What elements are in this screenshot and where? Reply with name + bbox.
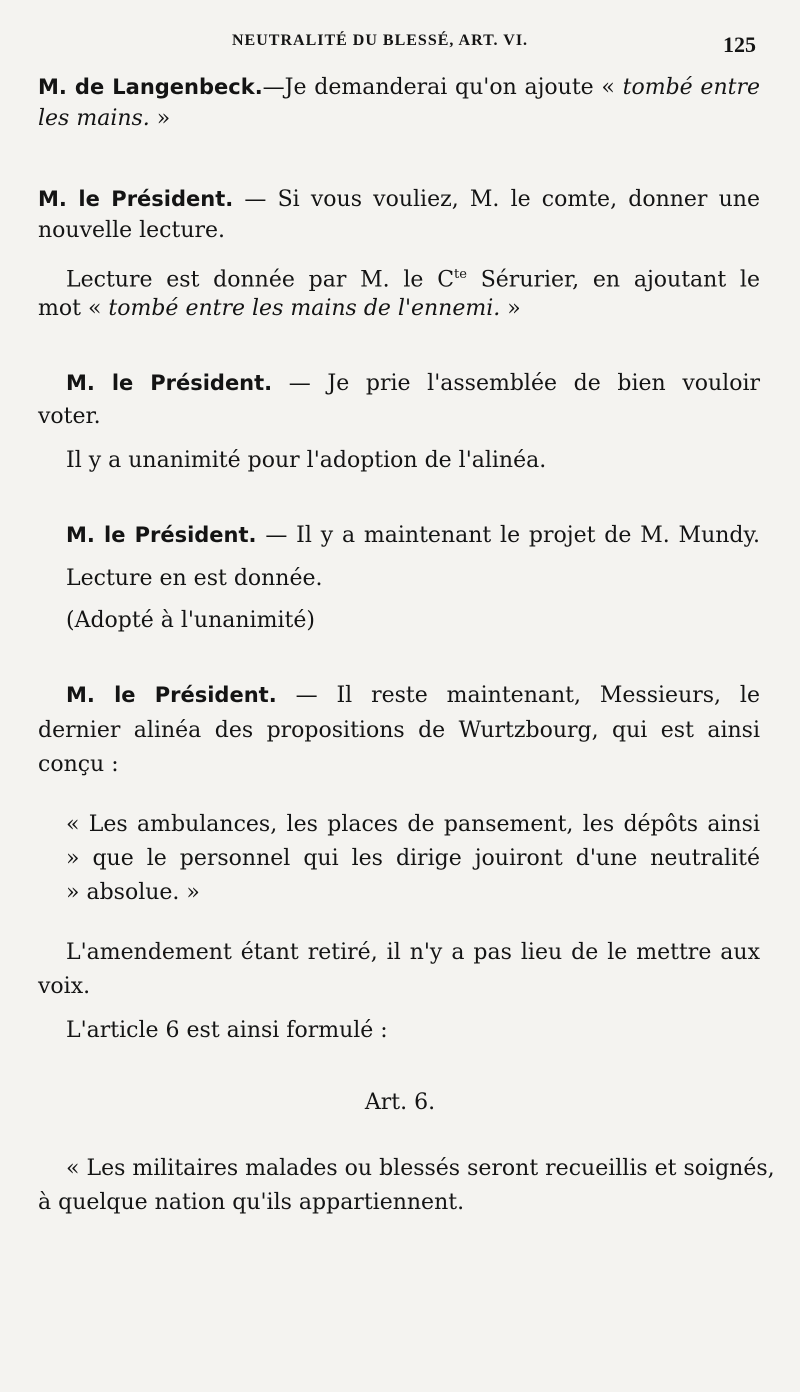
paragraph-11-line-1: L'amendement étant retiré, il n'y a pas lieu de le mettre aux [66, 940, 760, 965]
paragraph-1-line-1: M. de Langenbeck.—Je demanderai qu'on ajoute « tombé entre [38, 75, 760, 100]
quotation-line-2: » que le personnel qui les dirige jouiront d'une neutralité [66, 846, 760, 871]
paragraph-1-line-2: les mains. » [38, 106, 171, 131]
paragraph-5-line-1: Il y a unanimité pour l'adoption de l'alinéa. [66, 448, 547, 473]
paragraph-3-line-2: mot « tombé entre les mains de l'ennemi. » [38, 296, 521, 321]
paragraph-4-line-1: M. le Président. — Je prie l'assemblée de bien vouloir [66, 371, 760, 396]
speaker-name: M. de Langenbeck. [38, 75, 263, 99]
paragraph-9-line-2: dernier alinéa des propositions de Wurtzbourg, qui est ainsi [38, 718, 760, 743]
article-heading: Art. 6. [364, 1090, 436, 1115]
paragraph-6-line-1: M. le Président. — Il y a maintenant le projet de M. Mundy. [66, 523, 760, 548]
paragraph-2-line-2: nouvelle lecture. [38, 218, 226, 243]
paragraph-9-line-3: conçu : [38, 752, 119, 777]
paragraph-4-line-2: voter. [38, 404, 101, 429]
article-text-line-2: à quelque nation qu'ils appartiennent. [38, 1190, 465, 1215]
paragraph-9-line-1: M. le Président. — Il reste maintenant, Messieurs, le [66, 683, 760, 708]
quotation-line-3: » absolue. » [66, 880, 200, 905]
quotation-line-1: « Les ambulances, les places de pansement, les dépôts ainsi [66, 812, 760, 837]
paragraph-3-line-1: Lecture est donnée par M. le $C^{te}$ Sérurier, en ajoutant le [66, 267, 760, 293]
speaker-name: M. le Président. [66, 523, 257, 547]
paragraph-2-line-1: M. le Président. — Si vous vouliez, M. le comte, donner une [38, 187, 760, 212]
speaker-name: M. le Président. [38, 187, 234, 211]
paragraph-11-line-2: voix. [38, 974, 91, 999]
speaker-name: M. le Président. [66, 683, 277, 707]
page-number: 125 [723, 32, 756, 57]
article-text-line-1: « Les militaires malades ou blessés seront recueillis et soignés, [66, 1156, 775, 1181]
paragraph-12-line-1: L'article 6 est ainsi formulé : [66, 1018, 388, 1043]
speaker-name: M. le Président. [66, 371, 273, 395]
paragraph-7-line-1: Lecture en est donnée. [66, 566, 323, 591]
running-title: NEUTRALITÉ DU BLESSÉ, ART. VI. [232, 32, 529, 49]
paragraph-8-line-1: (Adopté à l'unanimité) [66, 608, 315, 633]
